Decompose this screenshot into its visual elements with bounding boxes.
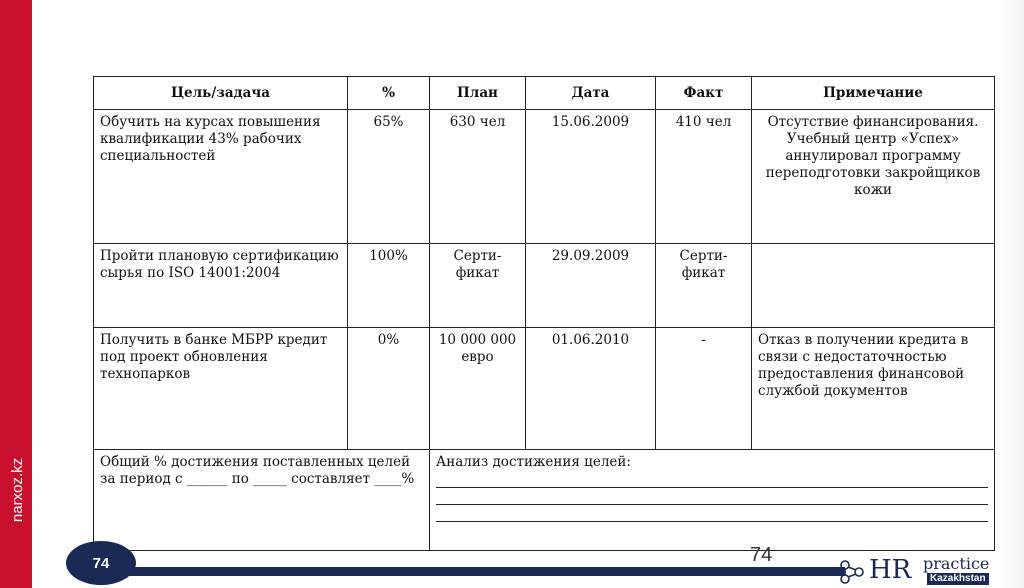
cell-percent: 0% [348, 328, 430, 450]
analysis-blank-line [436, 473, 988, 488]
cell-plan: 630 чел [430, 110, 526, 244]
page-badge: 74 [66, 541, 136, 585]
cell-fact: Серти-фикат [656, 244, 752, 328]
analysis-blank-line [436, 490, 988, 505]
cell-goal: Обучить на курсах повышения квалификации 43% рабочих специальностей [94, 110, 348, 244]
cell-fact: 410 чел [656, 110, 752, 244]
header-percent: % [348, 77, 430, 110]
cell-note: Отсутствие финансирования. Учебный центр «Успех» аннулировал программу переподготовки закройщиков кожи [752, 110, 995, 244]
sidebar-strip [0, 0, 32, 588]
summary-total: Общий % достижения поставленных целей за период с ______ по _____ составляет ____% [94, 450, 430, 551]
header-plan: План [430, 77, 526, 110]
header-note: Примечание [752, 77, 995, 110]
footer-bar [100, 567, 845, 576]
cell-date: 01.06.2010 [526, 328, 656, 450]
molecule-icon [837, 557, 869, 587]
header-date: Дата [526, 77, 656, 110]
cell-date: 29.09.2009 [526, 244, 656, 328]
summary-analysis-label: Анализ достижения целей: [436, 454, 631, 470]
cell-percent: 100% [348, 244, 430, 328]
page-number: 74 [750, 544, 773, 566]
header-goal: Цель/задача [94, 77, 348, 110]
cell-plan: Серти-фикат [430, 244, 526, 328]
summary-analysis-cell [430, 450, 995, 551]
cell-plan: 10 000 000 евро [430, 328, 526, 450]
cell-note [752, 244, 995, 328]
analysis-blank-line [436, 507, 988, 522]
table-row [94, 110, 995, 244]
logo-practice-text: practice [923, 554, 990, 573]
cell-date: 15.06.2009 [526, 110, 656, 244]
site-url: narxoz.kz [9, 457, 26, 523]
cell-percent: 65% [348, 110, 430, 244]
cell-fact: - [656, 328, 752, 450]
summary-row [94, 450, 995, 551]
table-header-row [94, 77, 995, 110]
logo-region-badge: Kazakhstan [927, 573, 989, 585]
goals-table [93, 76, 995, 551]
hr-practice-logo [835, 553, 1005, 588]
cell-goal: Пройти плановую сертификацию сырья по ISO 14001:2004 [94, 244, 348, 328]
table-row [94, 244, 995, 328]
cell-note: Отказ в получении кредита в связи с недостаточностью предоставления финансовой службой документов [752, 328, 995, 450]
logo-hr-text: HR [869, 555, 912, 585]
cell-goal: Получить в банке МБРР кредит под проект обновления технопарков [94, 328, 348, 450]
header-fact: Факт [656, 77, 752, 110]
table-row [94, 328, 995, 450]
right-edge-shade [996, 0, 1024, 588]
